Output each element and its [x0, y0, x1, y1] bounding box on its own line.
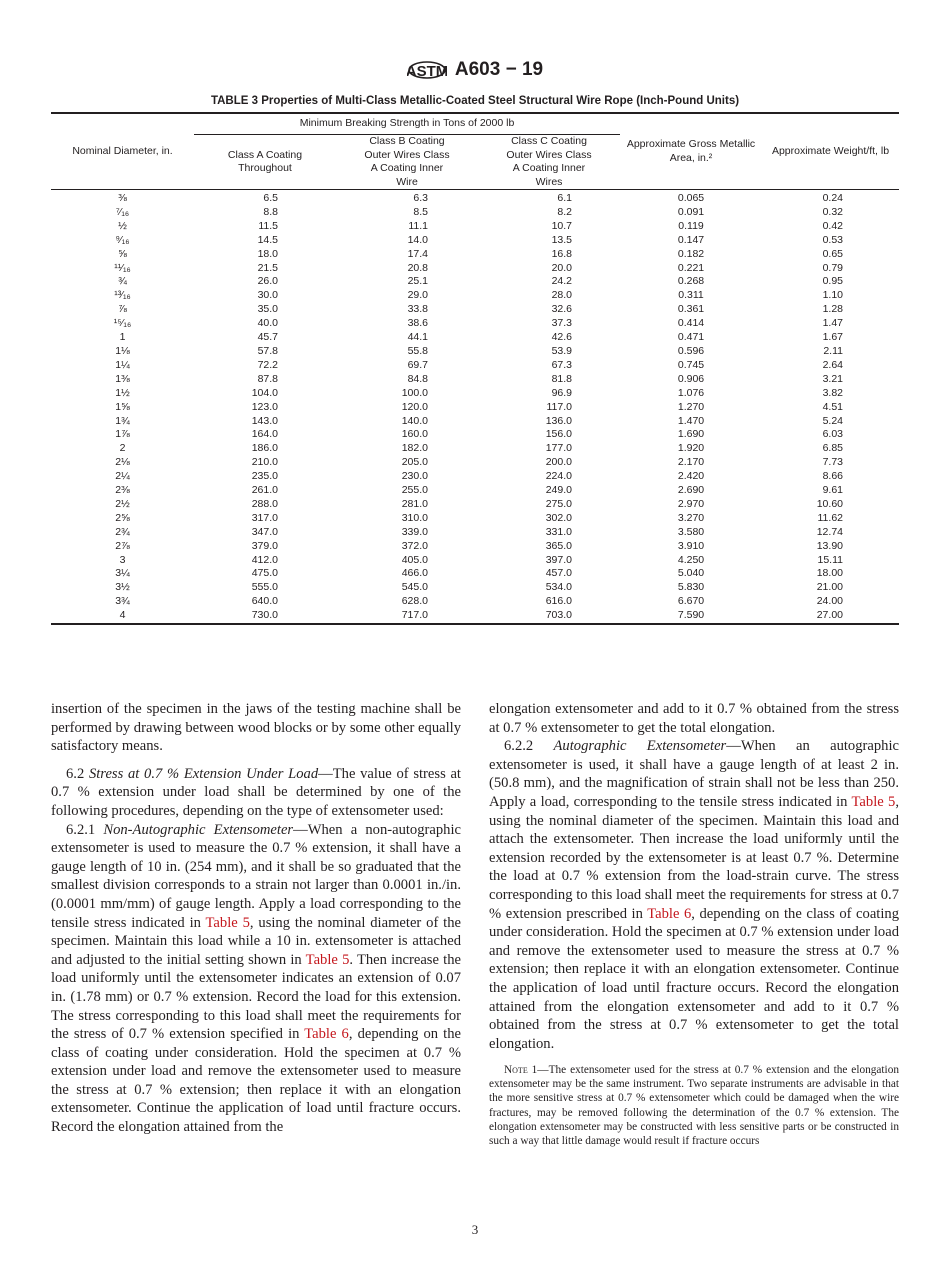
- value-cell: 15.11: [817, 553, 843, 566]
- value-cell: 100.0: [401, 386, 428, 399]
- value-cell: 0.119: [678, 219, 704, 232]
- value-cell: 143.0: [251, 414, 278, 427]
- value-cell: 466.0: [401, 567, 428, 580]
- value-cell: 339.0: [401, 525, 428, 538]
- table-row: [51, 540, 899, 554]
- table-row: [51, 498, 899, 512]
- diameter-cell: ½: [118, 219, 127, 232]
- table-row: [51, 401, 899, 415]
- column-header: Class C Coating Outer Wires Class A Coating Inner Wires: [478, 135, 620, 190]
- value-cell: 0.147: [677, 233, 705, 246]
- value-cell: 53.9: [551, 344, 572, 357]
- value-cell: 1.690: [677, 428, 705, 441]
- value-cell: 6.03: [822, 428, 843, 441]
- value-cell: 628.0: [401, 595, 428, 608]
- diameter-cell: 1⅝: [115, 400, 130, 413]
- table-row: [51, 303, 899, 317]
- value-cell: 317.0: [251, 511, 278, 524]
- value-cell: 10.7: [551, 219, 572, 232]
- diameter-cell: 4: [119, 609, 126, 622]
- value-cell: 640.0: [251, 595, 278, 608]
- diameter-cell: 3¼: [115, 567, 130, 580]
- value-cell: 616.0: [545, 595, 572, 608]
- value-cell: 210.0: [251, 456, 278, 469]
- value-cell: 2.170: [677, 456, 705, 469]
- value-cell: 310.0: [401, 511, 428, 524]
- value-cell: 0.906: [677, 372, 705, 385]
- diameter-cell: ¹⁵⁄₁₆: [113, 317, 132, 330]
- value-cell: 379.0: [251, 539, 278, 552]
- value-cell: 0.471: [677, 331, 705, 344]
- value-cell: 28.0: [551, 289, 572, 302]
- group-header: Minimum Breaking Strength in Tons of 2000 lb: [194, 113, 620, 135]
- value-cell: 72.2: [257, 358, 278, 371]
- table-row: [51, 234, 899, 248]
- table-5-link[interactable]: Table 5: [305, 951, 350, 968]
- diameter-cell: 1⅜: [115, 372, 130, 385]
- diameter-cell: 2½: [115, 497, 130, 510]
- diameter-cell: ¾: [118, 275, 127, 288]
- value-cell: 57.8: [257, 344, 278, 357]
- value-cell: 261.0: [251, 484, 278, 497]
- value-cell: 555.0: [251, 581, 278, 594]
- value-cell: 0.065: [677, 192, 705, 204]
- value-cell: 249.0: [545, 484, 572, 497]
- value-cell: 10.60: [816, 497, 843, 510]
- document-id: A603 − 19: [454, 59, 544, 80]
- value-cell: 8.5: [413, 205, 428, 218]
- value-cell: 67.3: [551, 358, 572, 371]
- diameter-cell: 1¼: [115, 358, 130, 371]
- column-header: Class B Coating Outer Wires Class A Coating Inner Wire: [336, 135, 478, 190]
- value-cell: 26.0: [257, 275, 278, 288]
- table-body: [51, 190, 899, 625]
- table-row: [51, 484, 899, 498]
- value-cell: 1.47: [822, 317, 843, 330]
- diameter-cell: ⅜: [118, 192, 127, 204]
- value-cell: 281.0: [401, 497, 428, 510]
- value-cell: 30.0: [257, 289, 278, 302]
- value-cell: 1.076: [677, 386, 705, 399]
- value-cell: 3.910: [677, 539, 705, 552]
- value-cell: 11.1: [408, 219, 428, 232]
- table-row: [51, 526, 899, 540]
- value-cell: 288.0: [251, 497, 278, 510]
- value-cell: 11.62: [817, 511, 843, 524]
- value-cell: 156.0: [545, 428, 572, 441]
- diameter-cell: 1½: [115, 386, 130, 399]
- value-cell: 3.580: [677, 525, 705, 538]
- diameter-cell: ⁷⁄₁₆: [115, 205, 130, 218]
- diameter-cell: ¹¹⁄₁₆: [114, 261, 131, 274]
- table-row: [51, 442, 899, 456]
- table-row: [51, 275, 899, 289]
- table-row: [51, 387, 899, 401]
- value-cell: 0.268: [677, 275, 705, 288]
- value-cell: 87.8: [257, 372, 278, 385]
- diameter-cell: 3: [119, 553, 126, 566]
- value-cell: 397.0: [545, 553, 572, 566]
- value-cell: 0.42: [822, 219, 843, 232]
- value-cell: 117.0: [546, 400, 572, 413]
- value-cell: 5.040: [677, 567, 705, 580]
- diameter-cell: 1: [119, 331, 126, 344]
- value-cell: 29.0: [407, 289, 428, 302]
- value-cell: 3.82: [822, 386, 843, 399]
- value-cell: 6.85: [822, 442, 843, 455]
- value-cell: 1.28: [822, 303, 843, 316]
- value-cell: 4.250: [677, 553, 705, 566]
- value-cell: 18.0: [257, 247, 278, 260]
- paragraph: insertion of the specimen in the jaws of the testing machine shall be performed by drawing between wood blocks or by some other equally satisfactory means.: [51, 701, 461, 755]
- value-cell: 42.6: [551, 331, 572, 344]
- value-cell: 20.0: [551, 261, 572, 274]
- diameter-cell: 3¾: [115, 595, 130, 608]
- table-row: [51, 567, 899, 581]
- value-cell: 0.53: [822, 233, 843, 246]
- value-cell: 0.95: [822, 275, 843, 288]
- table-row: [51, 415, 899, 429]
- table-6-link[interactable]: Table 6: [304, 1026, 349, 1043]
- value-cell: 347.0: [251, 525, 278, 538]
- value-cell: 3.21: [822, 372, 843, 385]
- page-number: 3: [471, 1222, 479, 1237]
- table-row: [51, 345, 899, 359]
- value-cell: 0.745: [677, 358, 705, 371]
- value-cell: 104.0: [251, 386, 278, 399]
- value-cell: 37.3: [551, 317, 572, 330]
- diameter-cell: ¹³⁄₁₆: [114, 289, 131, 302]
- value-cell: 182.0: [401, 442, 428, 455]
- table-5-link[interactable]: Table 5: [851, 793, 896, 810]
- value-cell: 475.0: [251, 567, 278, 580]
- table-row: [51, 512, 899, 526]
- value-cell: 534.0: [545, 581, 572, 594]
- value-cell: 33.8: [407, 303, 428, 316]
- value-cell: 0.361: [677, 303, 705, 316]
- value-cell: 25.1: [407, 275, 428, 288]
- value-cell: 11.5: [258, 219, 278, 232]
- table-title: TABLE 3 Properties of Multi-Class Metallic-Coated Steel Structural Wire Rope (Inch-Pound Units): [210, 95, 740, 107]
- value-cell: 1.10: [822, 289, 843, 302]
- value-cell: 2.11: [823, 344, 843, 357]
- table-row: [51, 554, 899, 568]
- value-cell: 224.0: [545, 470, 572, 483]
- value-cell: 136.0: [545, 414, 572, 427]
- value-cell: 24.2: [551, 275, 572, 288]
- value-cell: 405.0: [401, 553, 428, 566]
- table-row: [51, 220, 899, 234]
- value-cell: 1.67: [822, 331, 843, 344]
- value-cell: 14.0: [407, 233, 428, 246]
- value-cell: 13.5: [551, 233, 572, 246]
- table-row: [51, 289, 899, 303]
- value-cell: 55.8: [407, 344, 428, 357]
- table-5-link[interactable]: Table 5: [205, 914, 250, 931]
- value-cell: 0.091: [677, 205, 705, 218]
- value-cell: 123.0: [251, 400, 278, 413]
- paragraph: elongation extensometer and add to it 0.7 % obtained from the stress at 0.7 % extensometer to get the total elongation.: [489, 701, 899, 736]
- value-cell: 69.7: [407, 358, 428, 371]
- value-cell: 0.182: [677, 247, 705, 260]
- value-cell: 96.9: [551, 386, 572, 399]
- value-cell: 27.00: [816, 609, 843, 622]
- section-6-2-2: 6.2.2 Autographic Extensometer—When an autographic extensometer is used, it shall have a gauge length of at least 2 in. (50.8 mm), and the magnification of strain shall not be less than 250. Apply a load, corresponding to the tensile stress indicated in Table 5, using the nominal diameter of the specimen. Maintain this load and attach the extensometer. Then increase the load uniformly until the extension recorded by the extensometer is at least 0.7 %. Determine the load at 0.7 % extension from the load-strain curve. The stress corresponding to this load shall meet the requirements for stress at 0.7 % extension prescribed in Table 6, depending on the class of coating under consideration. Hold the specimen at 0.7 % extension under load and remove the extensometer used to measure the stress at 0.7 % extension; then replace it with an elongation extensometer. Continue the application of load until fracture occurs. Record the elongation attained from the elongation extensometer and add to it 0.7 % obtained from the stress at 0.7 % extensometer to get the total elongation.: [489, 738, 900, 1052]
- value-cell: 14.5: [257, 233, 278, 246]
- value-cell: 16.8: [551, 247, 572, 260]
- value-cell: 1.470: [677, 414, 705, 427]
- value-cell: 0.79: [822, 261, 843, 274]
- value-cell: 200.0: [545, 456, 572, 469]
- svg-text:ASTM: ASTM: [406, 63, 447, 80]
- value-cell: 5.24: [822, 414, 843, 427]
- diameter-cell: 2⅞: [115, 539, 130, 552]
- value-cell: 12.74: [816, 525, 843, 538]
- value-cell: 20.8: [407, 261, 428, 274]
- value-cell: 186.0: [251, 442, 278, 455]
- table-row: [51, 262, 899, 276]
- value-cell: 717.0: [401, 609, 428, 622]
- note-1: Note 1—The extensometer used for the stress at 0.7 % extension and the elongation extensometer may be the same instrument. Two separate instruments are advisable in that the more sensitive stress at 0.7 % extensometer which could be damaged when the wire fractures, may be removed following the determination of the 0.7 % extension. The elongation extensometer may be constructed with less sensitive parts or be constructed in such a way that little damage would result if fracture occurs: [489, 1064, 899, 1147]
- value-cell: 160.0: [401, 428, 428, 441]
- value-cell: 0.311: [678, 289, 704, 302]
- value-cell: 164.0: [251, 428, 278, 441]
- value-cell: 0.32: [822, 205, 843, 218]
- right-column: [489, 700, 899, 1148]
- value-cell: 2.420: [677, 470, 705, 483]
- diameter-cell: 2⅝: [115, 511, 130, 524]
- value-cell: 1.920: [677, 442, 705, 455]
- value-cell: 0.221: [677, 261, 705, 274]
- diameter-cell: 1¾: [115, 414, 130, 427]
- value-cell: 4.51: [822, 400, 843, 413]
- diameter-cell: 2⅜: [115, 484, 130, 497]
- table-row: [51, 190, 899, 206]
- table-row: [51, 609, 899, 624]
- value-cell: 6.670: [677, 595, 705, 608]
- value-cell: 120.0: [401, 400, 428, 413]
- table-row: [51, 248, 899, 262]
- column-header: Class A Coating Throughout: [194, 135, 336, 190]
- value-cell: 44.1: [407, 331, 428, 344]
- value-cell: 0.596: [677, 344, 705, 357]
- value-cell: 8.8: [263, 205, 278, 218]
- value-cell: 0.65: [822, 247, 843, 260]
- value-cell: 730.0: [251, 609, 278, 622]
- value-cell: 177.0: [545, 442, 572, 455]
- value-cell: 21.5: [257, 261, 278, 274]
- value-cell: 21.00: [816, 581, 843, 594]
- value-cell: 2.970: [677, 497, 705, 510]
- table-row: [51, 470, 899, 484]
- diameter-cell: ⁹⁄₁₆: [115, 233, 130, 246]
- value-cell: 84.8: [407, 372, 428, 385]
- table-row: [51, 359, 899, 373]
- diameter-cell: ⅞: [118, 303, 127, 316]
- table-row: [51, 317, 899, 331]
- astm-logo-icon: [407, 56, 447, 84]
- table-row: [51, 581, 899, 595]
- value-cell: 1.270: [677, 400, 705, 413]
- value-cell: 140.0: [401, 414, 428, 427]
- value-cell: 5.830: [677, 581, 705, 594]
- value-cell: 275.0: [545, 497, 572, 510]
- value-cell: 6.1: [557, 192, 572, 204]
- value-cell: 372.0: [401, 539, 428, 552]
- value-cell: 13.90: [816, 539, 843, 552]
- value-cell: 9.61: [822, 484, 843, 497]
- value-cell: 255.0: [401, 484, 428, 497]
- value-cell: 32.6: [551, 303, 572, 316]
- value-cell: 230.0: [401, 470, 428, 483]
- properties-table: [51, 112, 899, 625]
- diameter-cell: 2: [119, 442, 126, 455]
- value-cell: 45.7: [257, 331, 278, 344]
- diameter-cell: ⅝: [118, 247, 127, 260]
- table-row: [51, 331, 899, 345]
- table-6-link[interactable]: Table 6: [647, 905, 692, 922]
- value-cell: 0.414: [677, 317, 705, 330]
- value-cell: 6.5: [263, 192, 278, 204]
- value-cell: 7.590: [677, 609, 705, 622]
- table-row: [51, 595, 899, 609]
- column-header: Nominal Diameter, in.: [51, 113, 194, 190]
- value-cell: 703.0: [545, 609, 572, 622]
- value-cell: 24.00: [816, 595, 843, 608]
- diameter-cell: 1⅞: [115, 428, 130, 441]
- column-header: Approximate Weight/ft, lb: [762, 113, 899, 190]
- value-cell: 3.270: [677, 511, 705, 524]
- value-cell: 205.0: [401, 456, 428, 469]
- value-cell: 331.0: [545, 525, 572, 538]
- value-cell: 302.0: [545, 511, 572, 524]
- table-row: [51, 373, 899, 387]
- value-cell: 8.2: [557, 205, 572, 218]
- diameter-cell: 1⅛: [115, 344, 130, 357]
- value-cell: 2.64: [822, 358, 843, 371]
- value-cell: 38.6: [407, 317, 428, 330]
- page-header: [0, 56, 950, 84]
- table-row: [51, 428, 899, 442]
- column-header: Approximate Gross Metallic Area, in.²: [620, 113, 762, 190]
- value-cell: 457.0: [545, 567, 572, 580]
- value-cell: 8.66: [822, 470, 843, 483]
- diameter-cell: 3½: [115, 581, 130, 594]
- diameter-cell: 2¼: [115, 470, 130, 483]
- diameter-cell: 2⅛: [115, 456, 130, 469]
- value-cell: 235.0: [251, 470, 278, 483]
- table-row: [51, 206, 899, 220]
- left-column: [51, 700, 461, 1137]
- section-6-2: 6.2 Stress at 0.7 % Extension Under Load—The value of stress at 0.7 % extension under load shall be determined by one of the following procedures, depending on the type of extensometer used:: [51, 765, 461, 819]
- value-cell: 412.0: [251, 553, 278, 566]
- value-cell: 545.0: [401, 581, 428, 594]
- value-cell: 0.24: [822, 192, 843, 204]
- value-cell: 40.0: [257, 317, 278, 330]
- value-cell: 18.00: [816, 567, 843, 580]
- section-6-2-1: 6.2.1 Non-Autographic Extensometer—When a non-autographic extensometer is used to measure the 0.7 % extension, it shall have a gauge length of 10 in. (254 mm), and it shall be so graduated that the smallest division corresponds to a strain not larger than 0.0001 in./in. (0.0001 mm/mm) of gauge length. Apply a load corresponding to the tensile stress indicated in Table 5, using the nominal diameter of the specimen. Maintain this load while a 10 in. extensometer is attached and adjusted to the initial setting shown in Table 5. Then increase the load uniformly until the extensometer indicates an extension of 0.07 in. (1.78 mm) or 0.7 % extension. Record the load for this extension. The stress corresponding to this load shall meet the requirements for the stress of 0.7 % extension specified in Table 6, depending on the class of coating under consideration. Hold the specimen at 0.7 % extension under load and remove the extensometer used to measure the stress at 0.7 % extension; then replace it with an elongation extensometer. Continue the application of load until fracture occurs. Record the elongation attained from the: [51, 821, 461, 1136]
- value-cell: 17.4: [407, 247, 428, 260]
- diameter-cell: 2¾: [115, 525, 130, 538]
- value-cell: 365.0: [545, 539, 572, 552]
- value-cell: 2.690: [677, 484, 705, 497]
- table-row: [51, 456, 899, 470]
- value-cell: 81.8: [551, 372, 572, 385]
- value-cell: 6.3: [413, 192, 428, 204]
- value-cell: 35.0: [257, 303, 278, 316]
- value-cell: 7.73: [822, 456, 843, 469]
